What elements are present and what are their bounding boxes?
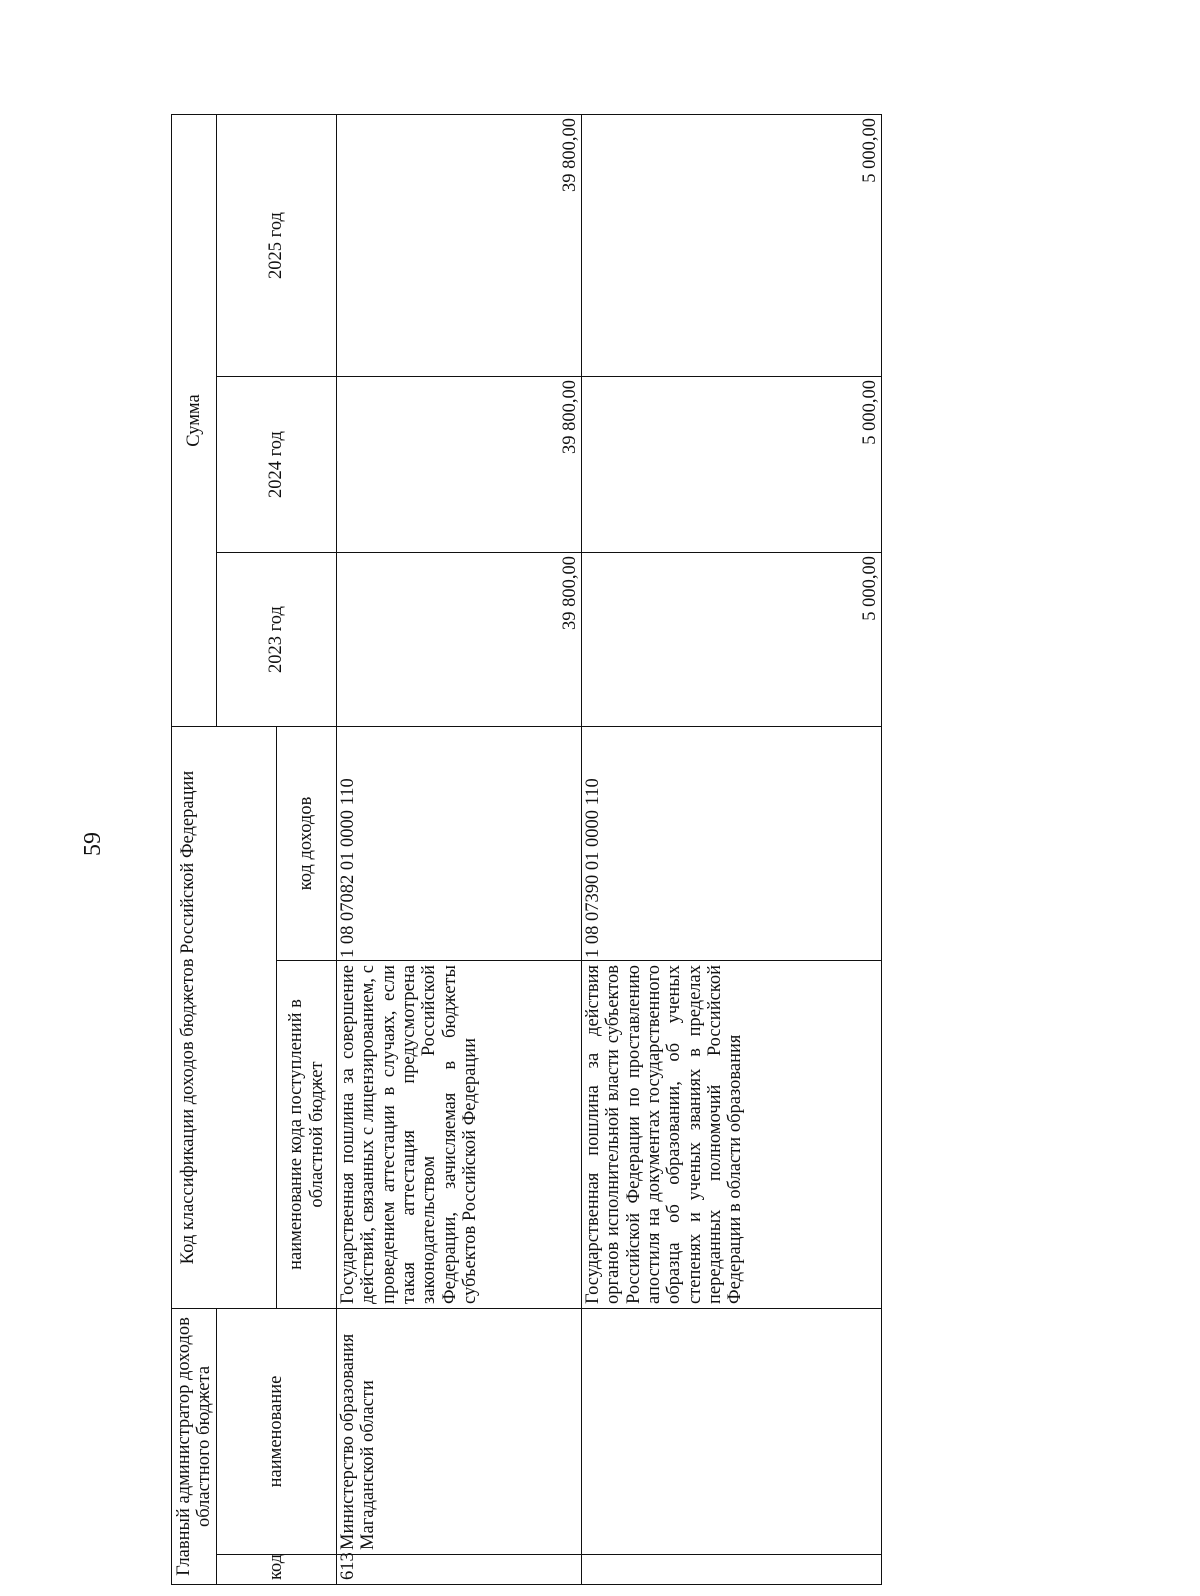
row-sum-2023: 5 000,00 [582, 553, 882, 727]
header-row-1 [172, 114, 217, 1584]
sum-group-header: Сумма [172, 114, 217, 726]
income-name-header: наименование кода поступлений в областной бюджет [277, 961, 337, 1309]
row-sum-2024: 39 800,00 [337, 377, 582, 553]
year-2023-header: 2023 год [217, 553, 337, 727]
budget-income-table [171, 114, 882, 1585]
admin-group-header: Главный администратор доходов областного бюджета [172, 1309, 217, 1585]
row-sum-2025: 5 000,00 [582, 114, 882, 376]
budget-table-rotated [171, 115, 880, 1585]
page-number: 59 [79, 832, 106, 856]
table-row [582, 114, 882, 1584]
row-income-code: 1 08 07390 01 0000 110 [582, 727, 882, 961]
table-row [337, 114, 582, 1584]
row-sum-2025: 39 800,00 [337, 114, 582, 376]
admin-name-header: наименование [217, 1309, 337, 1555]
year-2025-header: 2025 год [217, 114, 337, 376]
classification-group-header: Код классификации доходов бюджетов Российской Федерации [172, 727, 277, 1309]
row-admin-name [582, 1309, 882, 1555]
row-admin-name: Министерство образования Магаданской области [337, 1309, 582, 1555]
row-income-code: 1 08 07082 01 0000 110 [337, 727, 582, 961]
income-code-header: код доходов [277, 727, 337, 961]
admin-code-header: код [217, 1555, 337, 1585]
row-admin-code [582, 1555, 882, 1585]
row-income-name: Государственная пошлина за действия органов исполнительной власти субъектов Российской Федерации по проставлению апостиля на документах государственного образца об образовании, об ученых степенях и ученых званиях в пределах переданных полномочий Российской Федерации в области образования [582, 961, 882, 1309]
row-income-name: Государственная пошлина за совершение действий, связанных с лицензированием, с проведением аттестации в случаях, если такая аттестация предусмотрена законодательством Российской Федерации, зачисляемая в бюджеты субъектов Российской Федерации [337, 961, 582, 1309]
year-2024-header: 2024 год [217, 377, 337, 553]
row-sum-2023: 39 800,00 [337, 553, 582, 727]
row-admin-code: 613 [337, 1555, 582, 1585]
row-sum-2024: 5 000,00 [582, 377, 882, 553]
